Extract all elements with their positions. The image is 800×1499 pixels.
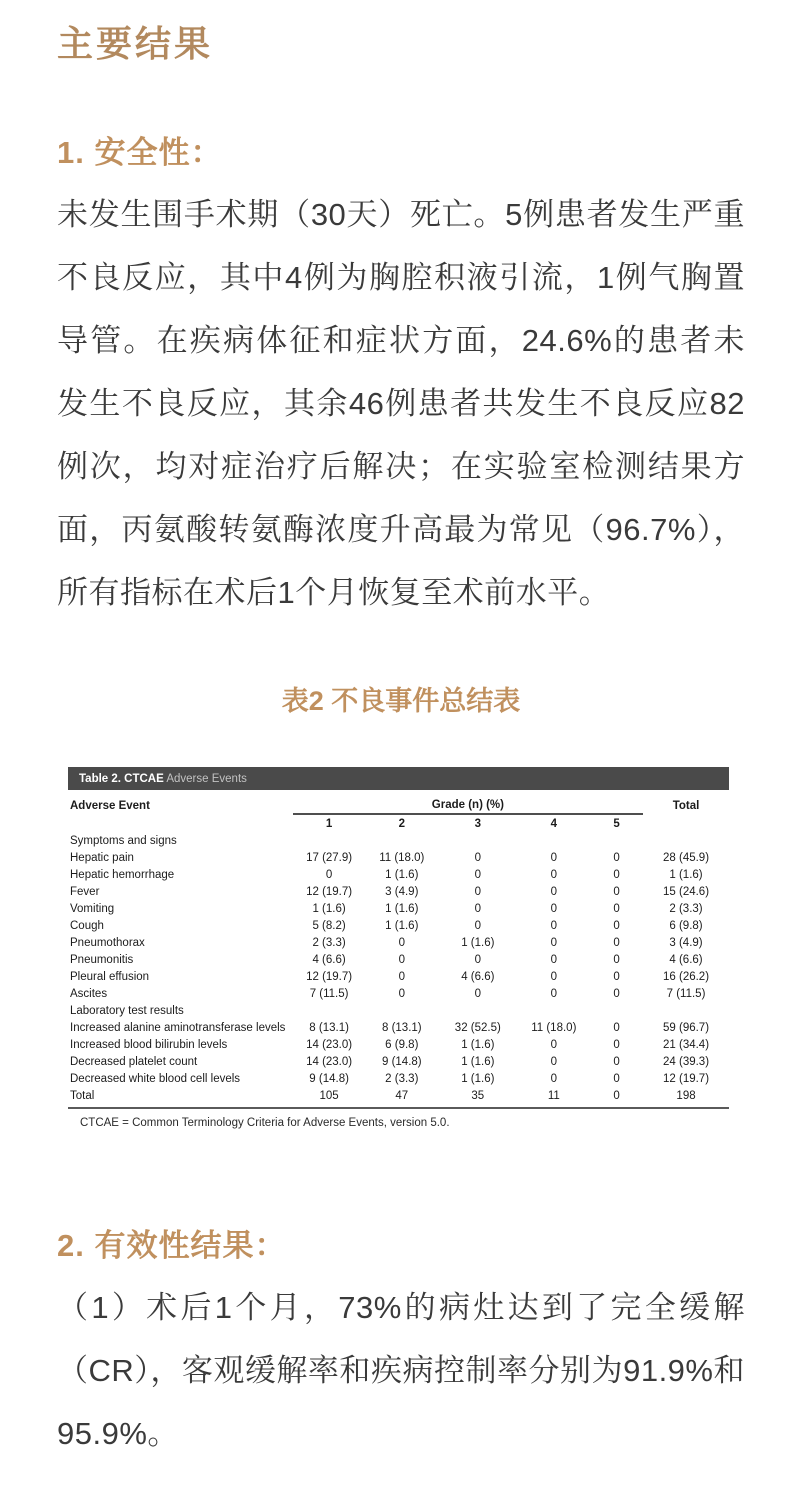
grade-cell: 0 (550, 851, 558, 864)
ctcae-table (68, 796, 729, 1109)
table-row (68, 866, 729, 883)
grade-cell: 14 (23.0) (306, 1038, 353, 1051)
col-subheader-grade-5: 5 (613, 817, 620, 830)
grade-cell: 0 (474, 953, 482, 966)
grade-cell: 0 (550, 970, 558, 983)
table-caption: 表2 不良事件总结表 (281, 686, 521, 716)
grade-cell: 0 (325, 868, 333, 881)
grade-cell: 1 (1.6) (461, 1055, 495, 1068)
grade-cell: 0 (550, 919, 558, 932)
grade-cell: 0 (613, 953, 620, 966)
table-row (68, 917, 729, 934)
grade-cell: 0 (398, 987, 405, 1000)
total-cell: 7 (11.5) (666, 987, 706, 1000)
grade-cell: 11 (517, 1087, 590, 1108)
table-row (68, 849, 729, 866)
table-row (68, 1053, 729, 1070)
grade-cell: 1 (1.6) (312, 902, 346, 915)
table-row (68, 1019, 729, 1036)
grade-cell: 3 (4.9) (385, 885, 419, 898)
table-row (68, 1036, 729, 1053)
grade-cell: 0 (474, 851, 482, 864)
grade-cell: 11 (18.0) (531, 1021, 577, 1034)
grade-cell: 0 (474, 987, 482, 1000)
grade-cell: 105 (293, 1087, 366, 1108)
table-row (68, 883, 729, 900)
grade-cell: 8 (13.1) (309, 1021, 349, 1034)
adverse-events-tbody (68, 832, 729, 1108)
event-label: Decreased white blood cell levels (70, 1072, 241, 1085)
grade-cell: 1 (1.6) (461, 1038, 495, 1051)
table-title-bar (68, 767, 729, 790)
grade-cell: 12 (19.7) (306, 970, 353, 983)
table-row (68, 968, 729, 985)
grade-cell: 1 (1.6) (385, 902, 419, 915)
grade-cell: 9 (14.8) (309, 1072, 349, 1085)
grade-cell: 0 (550, 1038, 558, 1051)
table-footnote: CTCAE = Common Terminology Criteria for Adverse Events, version 5.0. (80, 1116, 450, 1129)
grade-cell: 0 (613, 936, 620, 949)
col-subheader-grade-3: 3 (474, 817, 482, 830)
grade-cell: 0 (550, 885, 558, 898)
grade-cell: 0 (550, 953, 558, 966)
grade-cell: 6 (9.8) (385, 1038, 419, 1051)
grade-cell: 5 (8.2) (312, 919, 346, 932)
group-label: Symptoms and signs (70, 834, 177, 847)
group-label: Laboratory test results (70, 1004, 184, 1017)
safety-paragraph: 未发生围手术期（30天）死亡。5例患者发生严重不良反应，其中4例为胸腔积液引流，1例气胸置导管。在疾病体征和症状方面，24.6%的患者未发生不良反应，其余46例患者共发生不良反应82例次，均对症治疗后解决；在实验室检测结果方面，丙氨酸转氨酶浓度升高最为常见（96.7%），所有指标在术后1个月恢复至术前水平。 (57, 197, 745, 610)
table-header (68, 796, 729, 832)
grade-cell: 0 (613, 1072, 620, 1085)
grade-cell: 0 (550, 868, 558, 881)
grade-cell: 8 (13.1) (381, 1021, 422, 1034)
grade-cell: 32 (52.5) (454, 1021, 501, 1034)
total-cell: 1 (1.6) (669, 868, 703, 881)
table-row (68, 1087, 729, 1108)
grade-cell: 0 (590, 1087, 643, 1108)
grade-cell: 4 (6.6) (461, 970, 495, 983)
total-cell: 12 (19.7) (663, 1072, 710, 1085)
page-title: 主要结果 (57, 23, 214, 65)
grade-cell: 0 (474, 902, 482, 915)
grade-cell: 0 (474, 868, 482, 881)
grade-cell: 0 (613, 1055, 620, 1068)
table-row (68, 951, 729, 968)
grade-cell: 0 (613, 1021, 620, 1034)
event-label: Fever (70, 885, 100, 898)
col-header-adverse-event: Adverse Event (70, 799, 150, 812)
grade-cell: 0 (613, 868, 620, 881)
grade-cell: 14 (23.0) (306, 1055, 353, 1068)
grade-cell: 12 (19.7) (306, 885, 353, 898)
total-cell: 2 (3.3) (669, 902, 703, 915)
section-heading-safety: 1. 安全性： (57, 135, 223, 170)
grade-cell: 1 (1.6) (385, 919, 419, 932)
grade-cell: 0 (550, 1072, 558, 1085)
event-label: Hepatic pain (70, 851, 134, 864)
grade-cell: 0 (474, 885, 482, 898)
grade-cell: 0 (398, 970, 405, 983)
grade-cell: 35 (438, 1087, 517, 1108)
total-cell: 6 (9.8) (669, 919, 703, 932)
grade-cell: 0 (613, 885, 620, 898)
efficacy-paragraph: （1）术后1个月，73%的病灶达到了完全缓解（CR），客观缓解率和疾病控制率分别为91.9%和95.9%。 (57, 1289, 745, 1451)
grade-cell: 47 (365, 1087, 438, 1108)
grade-cell: 2 (3.3) (385, 1072, 419, 1085)
grade-cell: 0 (613, 851, 620, 864)
col-subheader-grade-4: 4 (550, 817, 558, 830)
event-label: Pleural effusion (70, 970, 150, 983)
table-row (68, 985, 729, 1002)
event-label: Hepatic hemorrhage (70, 868, 175, 881)
col-header-grade: Grade (n) (%) (293, 796, 643, 814)
total-cell: 59 (96.7) (663, 1021, 710, 1034)
grade-cell: 0 (550, 902, 558, 915)
grade-cell: 0 (613, 970, 620, 983)
grade-cell: 0 (398, 936, 405, 949)
total-cell: 24 (39.3) (663, 1055, 710, 1068)
grade-cell: 1 (1.6) (385, 868, 419, 881)
grade-cell: 0 (613, 1038, 620, 1051)
table-title-strong: Table 2. CTCAE (79, 773, 164, 785)
col-subheader-spacer (68, 814, 293, 832)
grade-cell: 0 (474, 919, 482, 932)
event-label: Increased blood bilirubin levels (70, 1038, 228, 1051)
grade-cell: 17 (27.9) (306, 851, 353, 864)
section-heading-efficacy: 2. 有效性结果： (57, 1227, 287, 1263)
total-cell: 198 (643, 1087, 729, 1108)
grade-cell: 0 (613, 987, 620, 1000)
grade-cell: 7 (11.5) (309, 987, 349, 1000)
table-row (68, 900, 729, 917)
table-row (68, 1070, 729, 1087)
grade-cell: 1 (1.6) (461, 936, 495, 949)
event-label: Total (68, 1087, 293, 1108)
event-label: Pneumonitis (70, 953, 134, 966)
grade-cell: 2 (3.3) (312, 936, 346, 949)
event-label: Pneumothorax (70, 936, 145, 949)
grade-cell: 11 (18.0) (379, 851, 425, 864)
table-title-light: Adverse Events (166, 773, 247, 785)
total-cell: 28 (45.9) (663, 851, 710, 864)
event-label: Ascites (70, 987, 108, 1000)
grade-cell: 0 (613, 902, 620, 915)
grade-cell: 0 (550, 936, 558, 949)
grade-cell: 9 (14.8) (381, 1055, 422, 1068)
grade-cell: 1 (1.6) (461, 1072, 495, 1085)
table-row (68, 934, 729, 951)
total-cell: 3 (4.9) (669, 936, 703, 949)
adverse-events-table (68, 767, 729, 1129)
grade-cell: 0 (550, 1055, 558, 1068)
table-group-row (68, 832, 729, 849)
total-cell: 21 (34.4) (663, 1038, 710, 1051)
total-cell: 4 (6.6) (669, 953, 703, 966)
grade-cell: 0 (613, 919, 620, 932)
col-subheader-grade-2: 2 (398, 817, 405, 830)
col-header-total: Total (672, 799, 700, 812)
total-cell: 15 (24.6) (663, 885, 710, 898)
grade-cell: 0 (398, 953, 405, 966)
event-label: Decreased platelet count (70, 1055, 198, 1068)
event-label: Vomiting (70, 902, 115, 915)
total-cell: 16 (26.2) (663, 970, 710, 983)
event-label: Increased alanine aminotransferase levels (70, 1021, 286, 1034)
table-group-row (68, 1002, 729, 1019)
col-subheader-total-spacer (643, 814, 729, 832)
col-subheader-grade-1: 1 (325, 817, 333, 830)
event-label: Cough (70, 919, 104, 932)
grade-cell: 0 (550, 987, 558, 1000)
grade-cell: 4 (6.6) (312, 953, 346, 966)
